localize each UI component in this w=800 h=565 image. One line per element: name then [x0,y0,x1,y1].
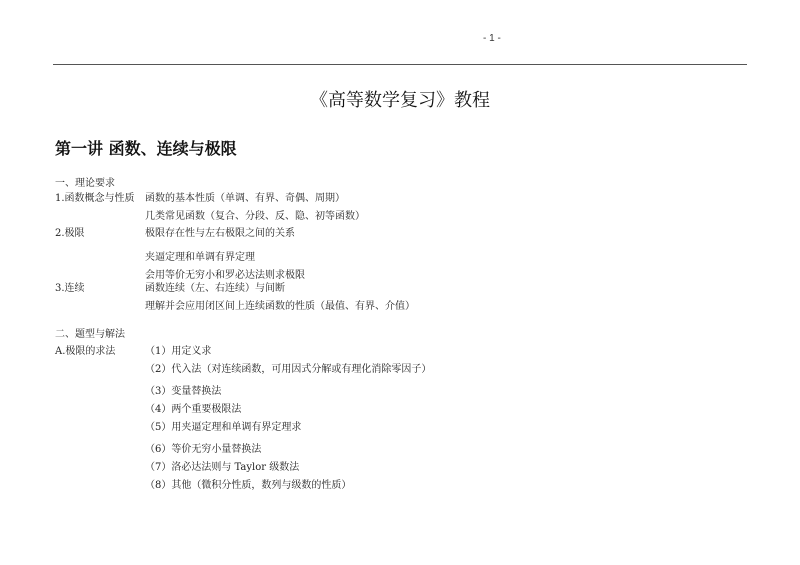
theory-row-function [55,190,365,226]
content-line: 极限存在性与左右极限之间的关系 [145,228,295,239]
content-line: 函数连续（左、右连续）与间断 [145,283,285,294]
row-label: 2.极限 [55,228,85,239]
content-line: 理解并会应用闭区间上连续函数的性质（最值、有界、介值） [145,301,415,312]
method-item: （1）用定义求 [145,346,212,357]
content-line: 夹逼定理和单调有界定理 [145,252,255,263]
content-line: 几类常见函数（复合、分段、反、隐、初等函数） [145,211,365,222]
section-heading-methods: 二、题型与解法 [55,329,125,340]
row-label: A.极限的求法 [55,346,116,357]
method-item: （8）其他（微积分性质，数列与级数的性质） [145,480,352,491]
method-item: （7）洛必达法则与 Taylor 级数法 [145,462,300,473]
row-content [145,280,415,316]
theory-row-limit [55,225,305,285]
row-label: 3.连续 [55,283,85,294]
row-content [145,225,305,285]
row-label: 1.函数概念与性质 [55,193,135,204]
method-item: （6）等价无穷小量替换法 [145,444,262,455]
document-title: 《高等数学复习》教程 [310,90,490,111]
lecture-title: 第一讲 函数、连续与极限 [55,139,237,158]
theory-row-continuity [55,280,415,316]
header-rule [53,64,747,65]
method-item: （2）代入法（对连续函数，可用因式分解或有理化消除零因子） [145,364,432,375]
row-content [145,190,365,226]
section-heading-theory: 一、理论要求 [55,178,115,189]
method-item: （3）变量替换法 [145,386,222,397]
content-line: 函数的基本性质（单调、有界、奇偶、周期） [145,193,345,204]
page-number: - 1 - [483,33,501,44]
row-content [145,343,431,495]
methods-row-limit [55,343,431,495]
method-item: （4）两个重要极限法 [145,404,242,415]
method-item: （5）用夹逼定理和单调有界定理求 [145,422,302,433]
content-line: 会用等价无穷小和罗必达法则求极限 [145,270,305,281]
